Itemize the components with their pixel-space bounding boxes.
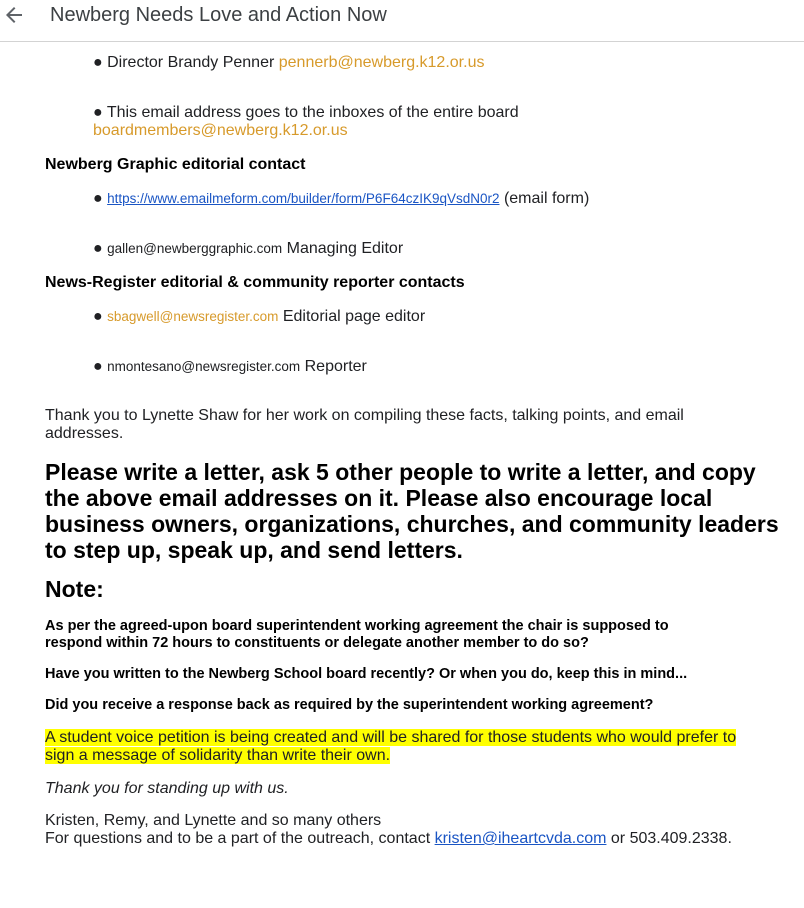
list-item: [93, 190, 589, 208]
bullet: ●: [93, 240, 108, 257]
contact-description: This email address goes to the inboxes of the entire board: [106, 104, 519, 121]
call-to-action: Please write a letter, ask 5 other people to write a letter, and copy the above email addresses on it. Please also encourage local business owners, organizations, churches, and community leaders to step up, speak up, and send letters.: [45, 459, 779, 563]
link-label: (email form): [503, 190, 590, 207]
section-heading: News-Register editorial & community reporter contacts: [45, 274, 465, 291]
email-link[interactable]: boardmembers@newberg.k12.or.us: [93, 122, 348, 139]
note-text: Have you written to the Newberg School board recently? Or when you do, keep this in mind...: [45, 666, 688, 682]
list-item: [93, 308, 425, 326]
note-text: As per the agreed-upon board superintendent working agreement the chair is supposed to: [45, 618, 669, 634]
contact-line: [45, 830, 732, 848]
highlighted-text: sign a message of solidarity than write their own.: [45, 747, 391, 764]
list-item: [93, 54, 484, 72]
page-title: Newberg Needs Love and Action Now: [50, 4, 387, 26]
note-heading: Note:: [45, 576, 104, 602]
highlighted-text: A student voice petition is being created and will be shared for those students who would prefer to: [45, 729, 737, 746]
contact-prefix: For questions and to be a part of the outreach, contact: [45, 830, 431, 847]
petition-text: [45, 747, 390, 765]
contact-name: Director Brandy Penner: [107, 54, 275, 71]
note-text: respond within 72 hours to constituents or delegate another member to do so?: [45, 635, 589, 651]
bullet: ●: [93, 54, 108, 71]
contact-email-link[interactable]: kristen@iheartcvda.com: [434, 830, 607, 847]
top-app-bar: [0, 0, 804, 42]
contact-role: Managing Editor: [286, 240, 404, 257]
list-item: [93, 240, 403, 258]
email-address: nmontesano@newsregister.com: [107, 359, 301, 374]
back-button[interactable]: [2, 3, 26, 27]
email-link[interactable]: sbagwell@newsregister.com: [107, 309, 279, 324]
bullet: ●: [93, 308, 108, 325]
arrow-left-icon[interactable]: [2, 3, 26, 27]
note-text: Did you receive a response back as required by the superintendent working agreement?: [45, 697, 654, 713]
contact-suffix: or 503.409.2338.: [610, 830, 732, 847]
petition-text: [45, 729, 736, 747]
acknowledgement-text: addresses.: [45, 425, 124, 442]
bullet: ●: [93, 190, 108, 207]
closing-thanks: Thank you for standing up with us.: [45, 780, 289, 797]
contact-role: Editorial page editor: [282, 308, 426, 325]
form-link[interactable]: https://www.emailmeform.com/builder/form/P6F64czIK9qVsdN0r2: [107, 191, 500, 206]
section-heading: Newberg Graphic editorial contact: [45, 156, 306, 173]
email-link[interactable]: pennerb@newberg.k12.or.us: [278, 54, 485, 71]
list-item: [93, 104, 519, 122]
acknowledgement-text: Thank you to Lynette Shaw for her work on compiling these facts, talking points, and email: [45, 407, 684, 424]
bullet: ●: [93, 358, 108, 375]
signers: Kristen, Remy, and Lynette and so many others: [45, 812, 382, 829]
bullet: ●: [93, 104, 107, 121]
email-address: gallen@newberggraphic.com: [107, 241, 283, 256]
contact-role: Reporter: [304, 358, 367, 375]
list-item: [93, 358, 367, 376]
